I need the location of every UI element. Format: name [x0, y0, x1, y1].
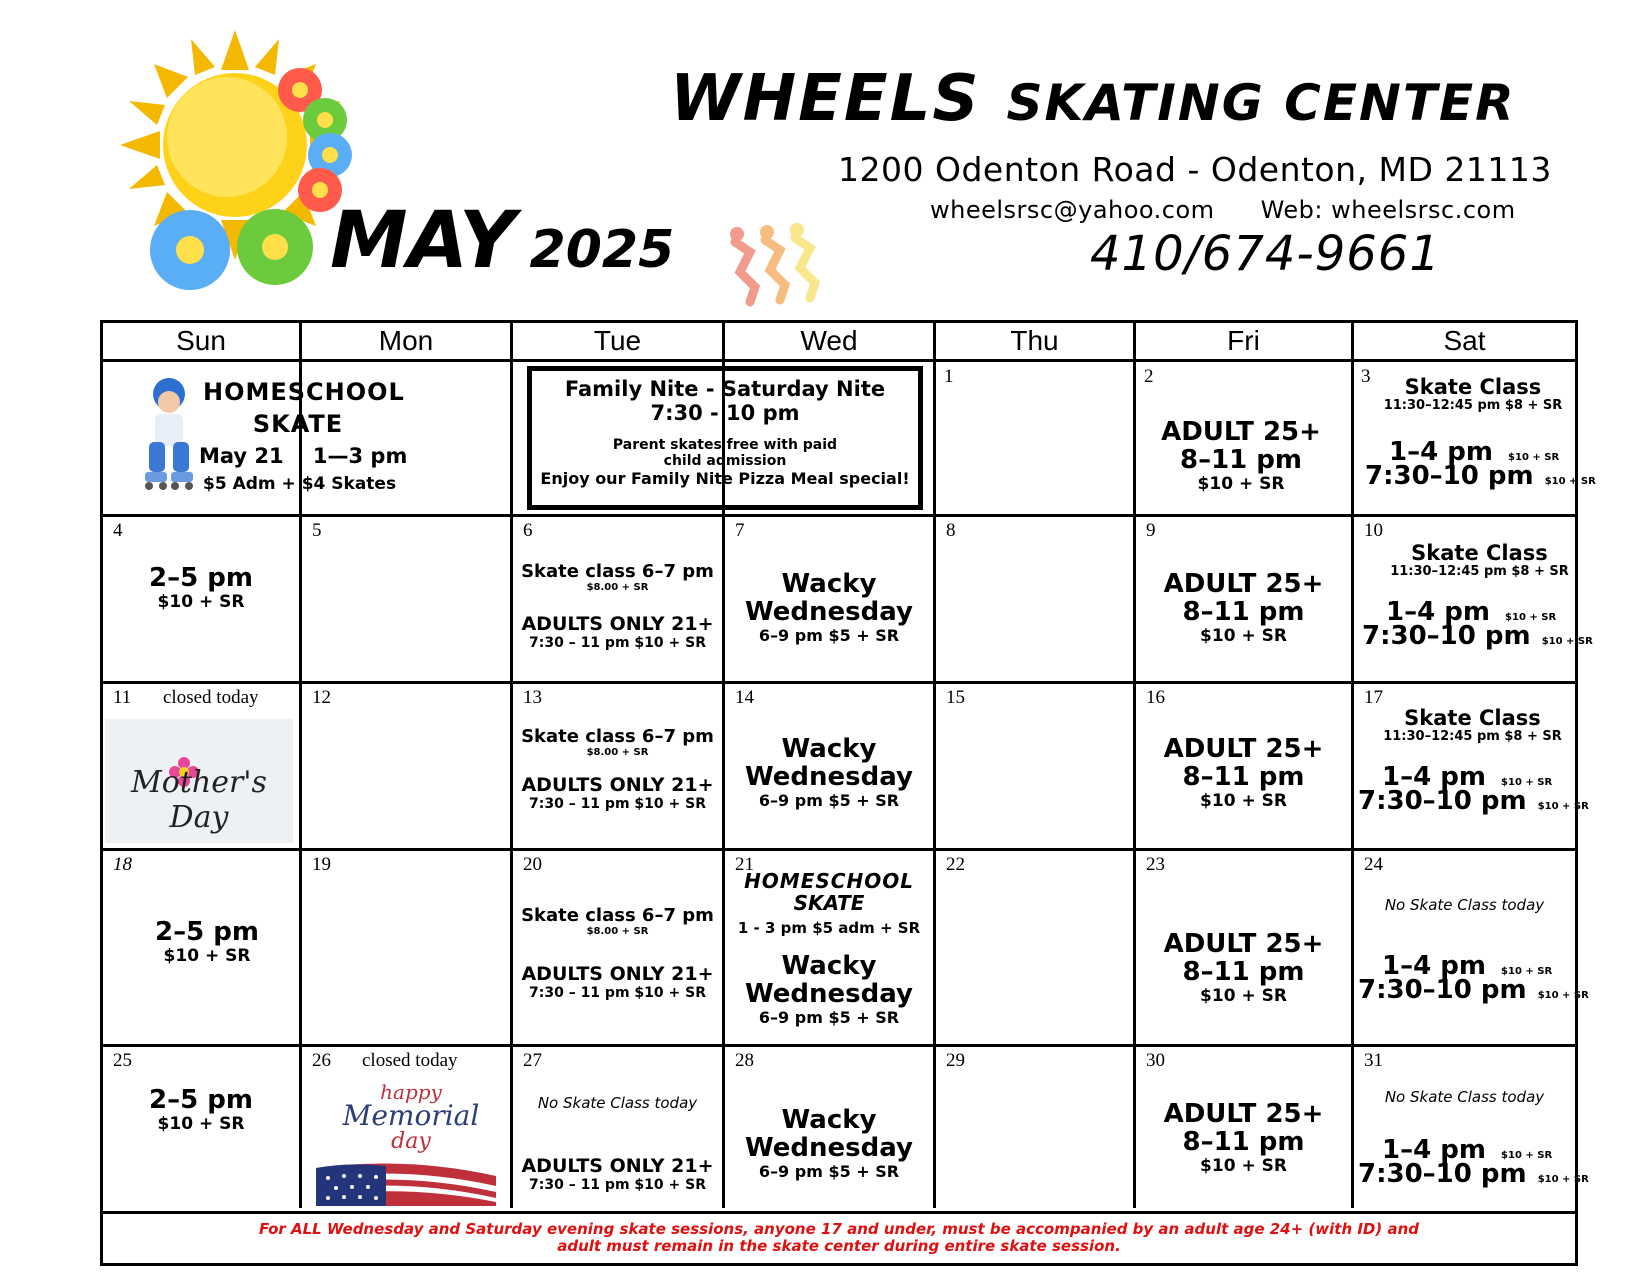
- date-number: 4: [113, 520, 123, 541]
- adults-only-title: ADULTS ONLY 21+: [521, 963, 714, 985]
- skate-class-price: $8.00 + SR: [586, 926, 649, 937]
- day-cell-24: 24 No Skate Class today 1–4 pm $10 + SR 7:30–10 pm $10 + SR: [1354, 848, 1575, 1041]
- sat-sessions: 1–4 pm $10 + SR: [1389, 437, 1560, 467]
- skate-class-time: 11:30–12:45 pm $8 + SR: [1383, 729, 1562, 744]
- dow-thu: Thu: [1010, 325, 1059, 356]
- day-cell-21: [725, 848, 933, 1041]
- adults-only-title: ADULTS ONLY 21+: [521, 774, 714, 796]
- day-cell-30: [1136, 1044, 1351, 1208]
- wacky-time: 6–9 pm $5 + SR: [758, 1008, 900, 1027]
- date-number: 27: [523, 1050, 542, 1071]
- adult-session-price: $10 + SR: [1200, 626, 1287, 646]
- homeschool-title: HOMESCHOOL: [203, 378, 405, 406]
- adult-session-time: 8–11 pm: [1179, 445, 1303, 475]
- date-number: 14: [735, 687, 754, 708]
- date-number: 1: [944, 366, 954, 387]
- memorial-day-image: happy Memorial day: [316, 1082, 506, 1206]
- date-number: 18: [113, 854, 132, 875]
- date-number: 22: [946, 854, 965, 875]
- date-number: 25: [113, 1050, 132, 1071]
- skaters-icon: [715, 222, 840, 310]
- contact-line: [930, 196, 1516, 224]
- wacky-title: Wacky: [781, 951, 877, 981]
- date-number: 17: [1364, 687, 1383, 708]
- skate-class-time: 11:30–12:45 pm $8 + SR: [1383, 398, 1563, 413]
- no-class-note: No Skate Class today: [1384, 1088, 1545, 1106]
- website-text: Web: wheelsrsc.com: [1260, 196, 1516, 224]
- footer-line-1: For ALL Wednesday and Saturday evening skate sessions, anyone 17 and under, must be accompanied by an adult age 24+ (with ID) and: [258, 1220, 1419, 1238]
- date-number: 30: [1146, 1050, 1165, 1071]
- date-number: 16: [1146, 687, 1165, 708]
- adult-session-time: 8–11 pm: [1182, 597, 1305, 627]
- dow-wed: Wed: [800, 325, 858, 356]
- family-nite-time: 7:30 - 10 pm: [650, 401, 800, 425]
- day-cell-5: [302, 514, 510, 679]
- session-price: $10 + SR: [157, 1114, 245, 1134]
- date-number: 29: [946, 1050, 965, 1071]
- adult-session-title: ADULT 25+: [1163, 929, 1324, 959]
- date-number: 7: [735, 520, 745, 541]
- day-cell-15: [936, 681, 1133, 846]
- address-text: 1200 Odenton Road - Odenton, MD 21113: [838, 150, 1552, 189]
- date-number: 9: [1146, 520, 1156, 541]
- dow-sun: Sun: [176, 325, 226, 356]
- closed-label: closed today: [163, 687, 259, 708]
- wacky-time: 6–9 pm $5 + SR: [758, 791, 900, 810]
- day-cell-25: [103, 1044, 299, 1208]
- date-number: 2: [1144, 366, 1154, 387]
- day-cell-19: [302, 848, 510, 1041]
- session-price: $10 + SR: [157, 592, 245, 612]
- day-cell-11: [103, 681, 299, 846]
- session-time: 2–5 pm: [149, 1085, 253, 1115]
- day-cell-27: [513, 1044, 722, 1208]
- family-nite-title: Family Nite - Saturday Nite: [564, 377, 886, 401]
- skate-class-line: Skate class 6–7 pm: [521, 561, 714, 582]
- homeschool-subtitle: SKATE: [252, 410, 344, 438]
- footer-line-2: adult must remain in the skate center during entire skate session.: [557, 1237, 1121, 1255]
- day-cell-3: 3 Skate Class 11:30–12:45 pm $8 + SR 1–4 pm $10 + SR 7:30–10 pm $10 + SR: [1361, 366, 1596, 491]
- day-cell-28: [725, 1044, 933, 1208]
- wacky-time: 6–9 pm $5 + SR: [758, 626, 900, 645]
- day-cell-10: 10 Skate Class 11:30–12:45 pm $8 + SR 1–4 pm $10 + SR 7:30–10 pm $10 + SR: [1362, 520, 1593, 651]
- date-number: 21: [735, 854, 754, 875]
- family-nite-line1: Parent skates free with paid: [612, 437, 838, 453]
- adult-session-price: $10 + SR: [1197, 474, 1285, 494]
- footer-policy-note: [100, 1211, 1578, 1266]
- adult-session-time: 8–11 pm: [1182, 1127, 1305, 1157]
- date-number: 23: [1146, 854, 1165, 875]
- wacky-title: Wacky: [781, 1105, 877, 1135]
- day-cell-18: [103, 848, 299, 1041]
- adult-session-title: ADULT 25+: [1163, 734, 1324, 764]
- day-cell-22: [936, 848, 1133, 1041]
- session-time: 2–5 pm: [155, 917, 259, 947]
- adult-session-title: ADULT 25+: [1161, 417, 1321, 447]
- date-number: 11: [113, 687, 132, 708]
- date-number: 6: [523, 520, 533, 541]
- wacky-title: Wacky: [781, 569, 877, 599]
- homeschool-skate-title: HOMESCHOOL: [744, 869, 914, 893]
- date-number: 20: [523, 854, 542, 875]
- date-number: 3: [1361, 366, 1371, 387]
- american-flag-icon: [316, 1162, 496, 1206]
- adults-only-title: ADULTS ONLY 21+: [521, 613, 714, 635]
- session-price: $10 + SR: [163, 946, 251, 966]
- dow-tue: Tue: [593, 325, 642, 356]
- day-cell-29: [936, 1044, 1133, 1208]
- day-cell-1: [934, 360, 1130, 510]
- skate-class-line: Skate class 6–7 pm: [521, 905, 714, 926]
- day-cell-31: 31 No Skate Class today 1–4 pm $10 + SR 7:30–10 pm $10 + SR: [1354, 1044, 1575, 1208]
- day-cell-23: [1136, 848, 1351, 1041]
- dow-sat: Sat: [1443, 325, 1486, 356]
- family-nite-line3: Enjoy our Family Nite Pizza Meal special!: [540, 469, 910, 488]
- day-cell-26: [302, 1044, 510, 1208]
- day-cell-12: [302, 681, 510, 846]
- adults-only-title: ADULTS ONLY 21+: [521, 1155, 714, 1177]
- date-number: 15: [946, 687, 965, 708]
- skate-class-price: $8.00 + SR: [586, 747, 649, 758]
- date-number: 26: [312, 1050, 331, 1071]
- day-cell-4: [103, 514, 299, 679]
- month-title: MAY 2025: [330, 196, 675, 286]
- child-skater-image: [141, 376, 197, 494]
- day-cell-17: 17 Skate Class 11:30–12:45 pm $8 + SR 1–4 pm $10 + SR 7:30–10 pm $10 + SR: [1358, 687, 1589, 816]
- phone-number: 410/674-9661: [1090, 226, 1441, 282]
- date-number: 12: [312, 687, 331, 708]
- date-number: 13: [523, 687, 542, 708]
- day-cell-7: [725, 514, 933, 679]
- family-nite-line2: child admission: [663, 453, 787, 469]
- day-cell-16: [1136, 681, 1351, 846]
- skate-class-line: Skate class 6–7 pm: [521, 726, 714, 747]
- wacky-title: Wacky: [781, 734, 877, 764]
- family-nite-box: [527, 366, 923, 510]
- adults-only-time: 7:30 – 11 pm $10 + SR: [529, 796, 706, 812]
- day-cell-20: [513, 848, 722, 1041]
- email-text: wheelsrsc@yahoo.com: [930, 196, 1215, 224]
- homeschool-date: May 21 1—3 pm: [199, 444, 408, 468]
- date-number: 10: [1364, 520, 1383, 541]
- adults-only-time: 7:30 – 11 pm $10 + SR: [529, 985, 706, 1001]
- adult-session-title: ADULT 25+: [1163, 569, 1324, 599]
- date-number: 8: [946, 520, 956, 541]
- wacky-title-2: Wednesday: [745, 597, 913, 627]
- date-number: 28: [735, 1050, 754, 1071]
- date-number: 24: [1364, 854, 1383, 875]
- adult-session-time: 8–11 pm: [1182, 762, 1305, 792]
- mothers-day-image: Mother's Day: [105, 719, 293, 843]
- adult-session-price: $10 + SR: [1200, 986, 1287, 1006]
- session-time: 2–5 pm: [149, 563, 253, 593]
- skate-class-title: Skate Class: [1404, 706, 1541, 730]
- wacky-title-2: Wednesday: [745, 1133, 913, 1163]
- adults-only-time: 7:30 – 11 pm $10 + SR: [529, 1177, 706, 1193]
- no-class-note: No Skate Class today: [537, 1094, 698, 1112]
- skate-class-title: Skate Class: [1404, 375, 1542, 399]
- date-number: 5: [312, 520, 322, 541]
- date-number: 19: [312, 854, 331, 875]
- skate-class-time: 11:30–12:45 pm $8 + SR: [1390, 564, 1569, 579]
- skate-class-price: $8.00 + SR: [586, 582, 649, 593]
- adult-session-price: $10 + SR: [1200, 791, 1287, 811]
- adult-session-title: ADULT 25+: [1163, 1099, 1324, 1129]
- day-cell-2: [1134, 360, 1348, 510]
- center-name-title: WHEELS SKATING CENTER: [670, 62, 1516, 136]
- day-cell-8: [936, 514, 1133, 679]
- homeschool-skate-title-2: SKATE: [793, 891, 865, 915]
- day-cell-13: [513, 681, 722, 846]
- dow-fri: Fri: [1227, 325, 1260, 356]
- homeschool-promo: [103, 360, 506, 510]
- day-cell-6: [513, 514, 722, 679]
- date-number: 31: [1364, 1050, 1383, 1071]
- adult-session-time: 8–11 pm: [1182, 957, 1305, 987]
- closed-label: closed today: [362, 1050, 458, 1071]
- no-class-note: No Skate Class today: [1384, 896, 1545, 914]
- homeschool-skate-time: 1 - 3 pm $5 adm + SR: [737, 919, 921, 937]
- adult-session-price: $10 + SR: [1200, 1156, 1287, 1176]
- skate-class-title: Skate Class: [1411, 541, 1548, 565]
- wacky-title-2: Wednesday: [745, 979, 913, 1009]
- wacky-time: 6–9 pm $5 + SR: [758, 1162, 900, 1181]
- dow-mon: Mon: [378, 325, 434, 356]
- wacky-title-2: Wednesday: [745, 762, 913, 792]
- adults-only-time: 7:30 – 11 pm $10 + SR: [529, 635, 706, 651]
- day-cell-14: [725, 681, 933, 846]
- day-cell-9: [1136, 514, 1351, 679]
- homeschool-price: $5 Adm + $4 Skates: [203, 474, 397, 494]
